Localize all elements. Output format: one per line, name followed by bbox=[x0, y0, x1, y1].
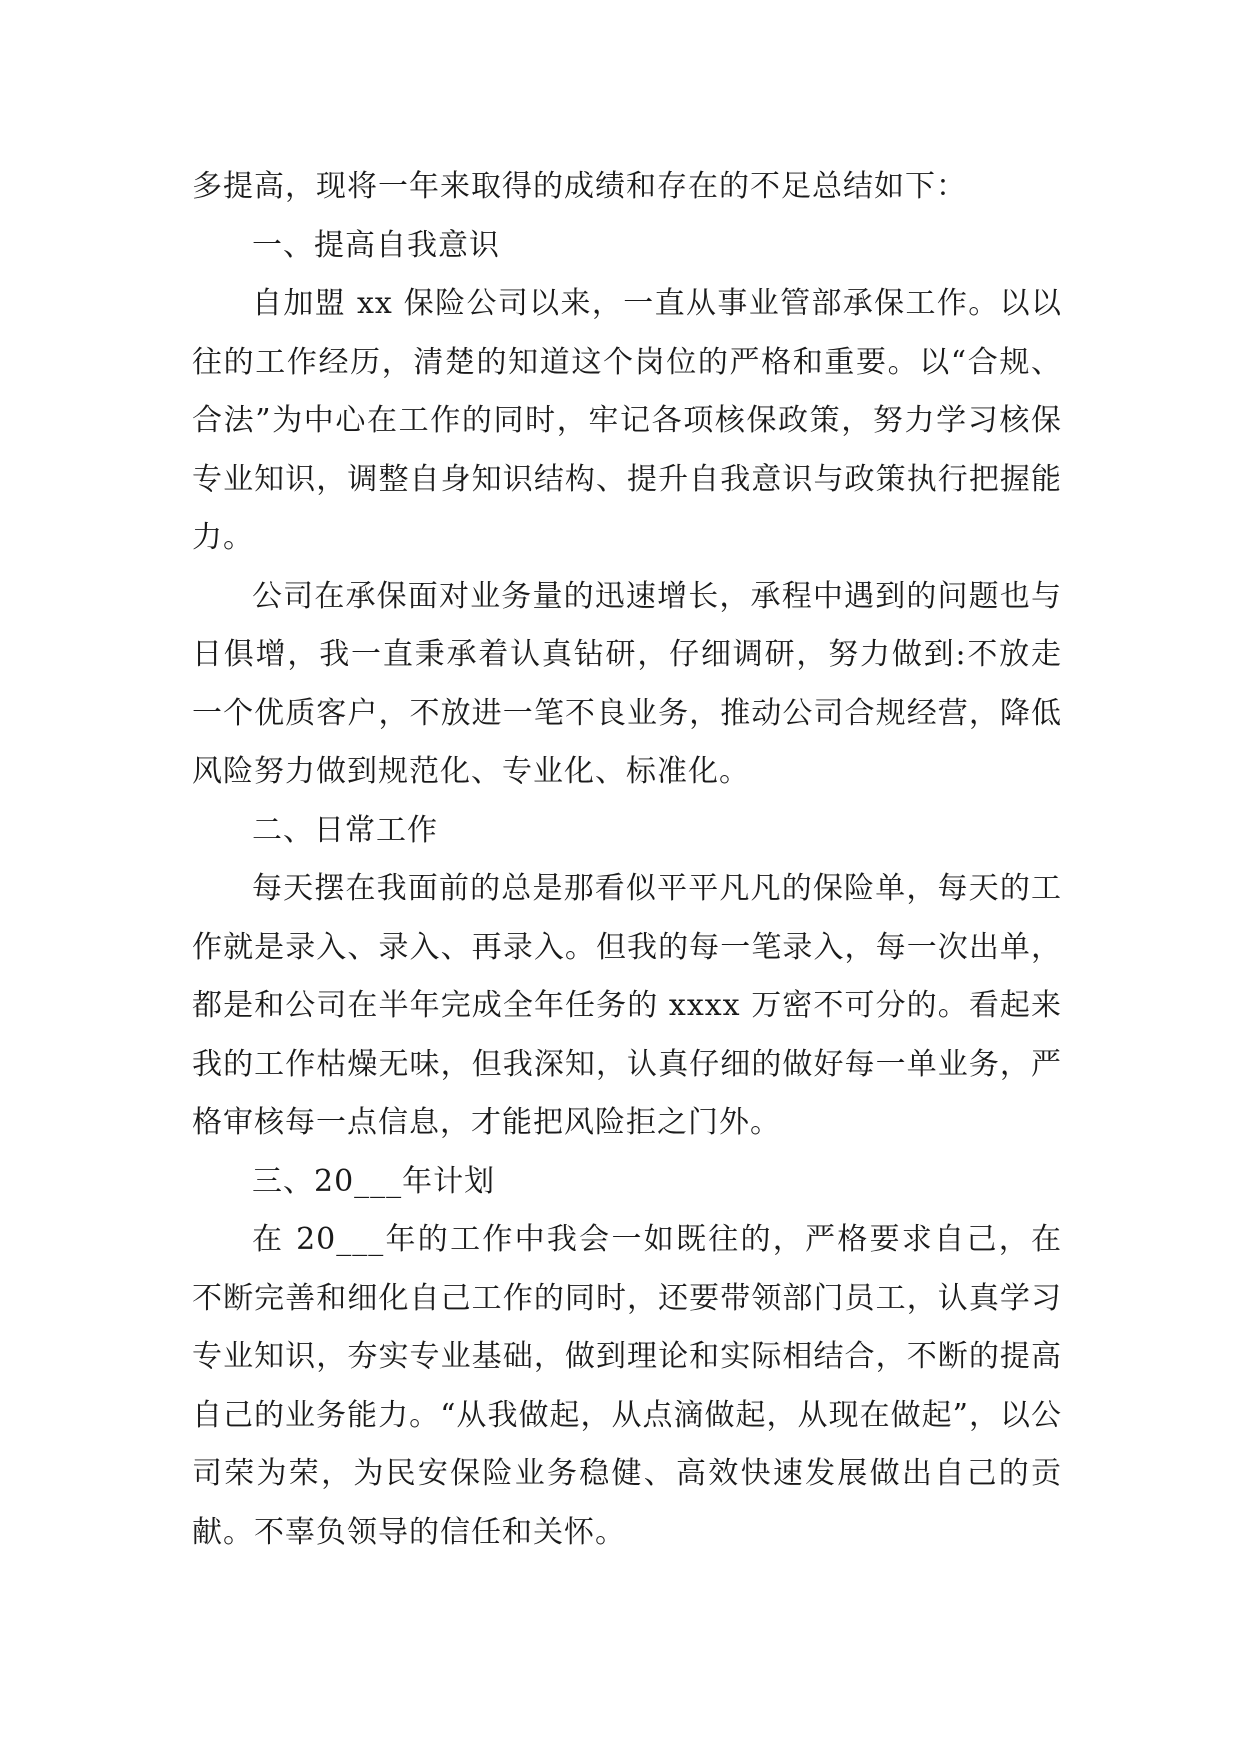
section-heading-3: 三、20___年计划 bbox=[252, 1163, 496, 1199]
paragraph-underwriting-growth: 公司在承保面对业务量的迅速增长，承程中遇到的问题也与日俱增，我一直秉承着认真钻研，仔细调研，努力做到:不放走一个优质客户，不放进一笔不良业务，推动公司合规经营，降低风险努力做到规范化、专业化、标准化。 bbox=[192, 578, 1062, 789]
section-heading-1: 一、提高自我意识 bbox=[252, 227, 500, 263]
paragraph-annual-plan: 在 20___年的工作中我会一如既往的，严格要求自己，在不断完善和细化自己工作的同时，还要带领部门员工，认真学习专业知识，夯实专业基础，做到理论和实际相结合，不断的提高自己的业务能力。“从我做起，从点滴做起，从现在做起”，以公司荣为荣，为民安保险业务稳健、高效快速发展做出自己的贡献。不辜负领导的信任和关怀。 bbox=[192, 1222, 1062, 1550]
paragraph-daily-work: 每天摆在我面前的总是那看似平平凡凡的保险单，每天的工作就是录入、录入、再录入。但我的每一笔录入，每一次出单，都是和公司在半年完成全年任务的 xxxx 万密不可分的。看起来我的工作枯燥无味，但我深知，认真仔细的做好每一单业务，严格审核每一点信息，才能把风险拒之门外。 bbox=[192, 871, 1062, 1140]
paragraph-self-awareness: 自加盟 xx 保险公司以来，一直从事业管部承保工作。以以往的工作经历，清楚的知道这个岗位的严格和重要。以“合规、合法”为中心在工作的同时，牢记各项核保政策，努力学习核保专业知识，调整自身知识结构、提升自我意识与政策执行把握能力。 bbox=[192, 286, 1062, 555]
section-heading-2: 二、日常工作 bbox=[252, 812, 438, 848]
document-body bbox=[192, 158, 1062, 1562]
paragraph-intro-continuation: 多提高，现将一年来取得的成绩和存在的不足总结如下： bbox=[192, 169, 967, 204]
